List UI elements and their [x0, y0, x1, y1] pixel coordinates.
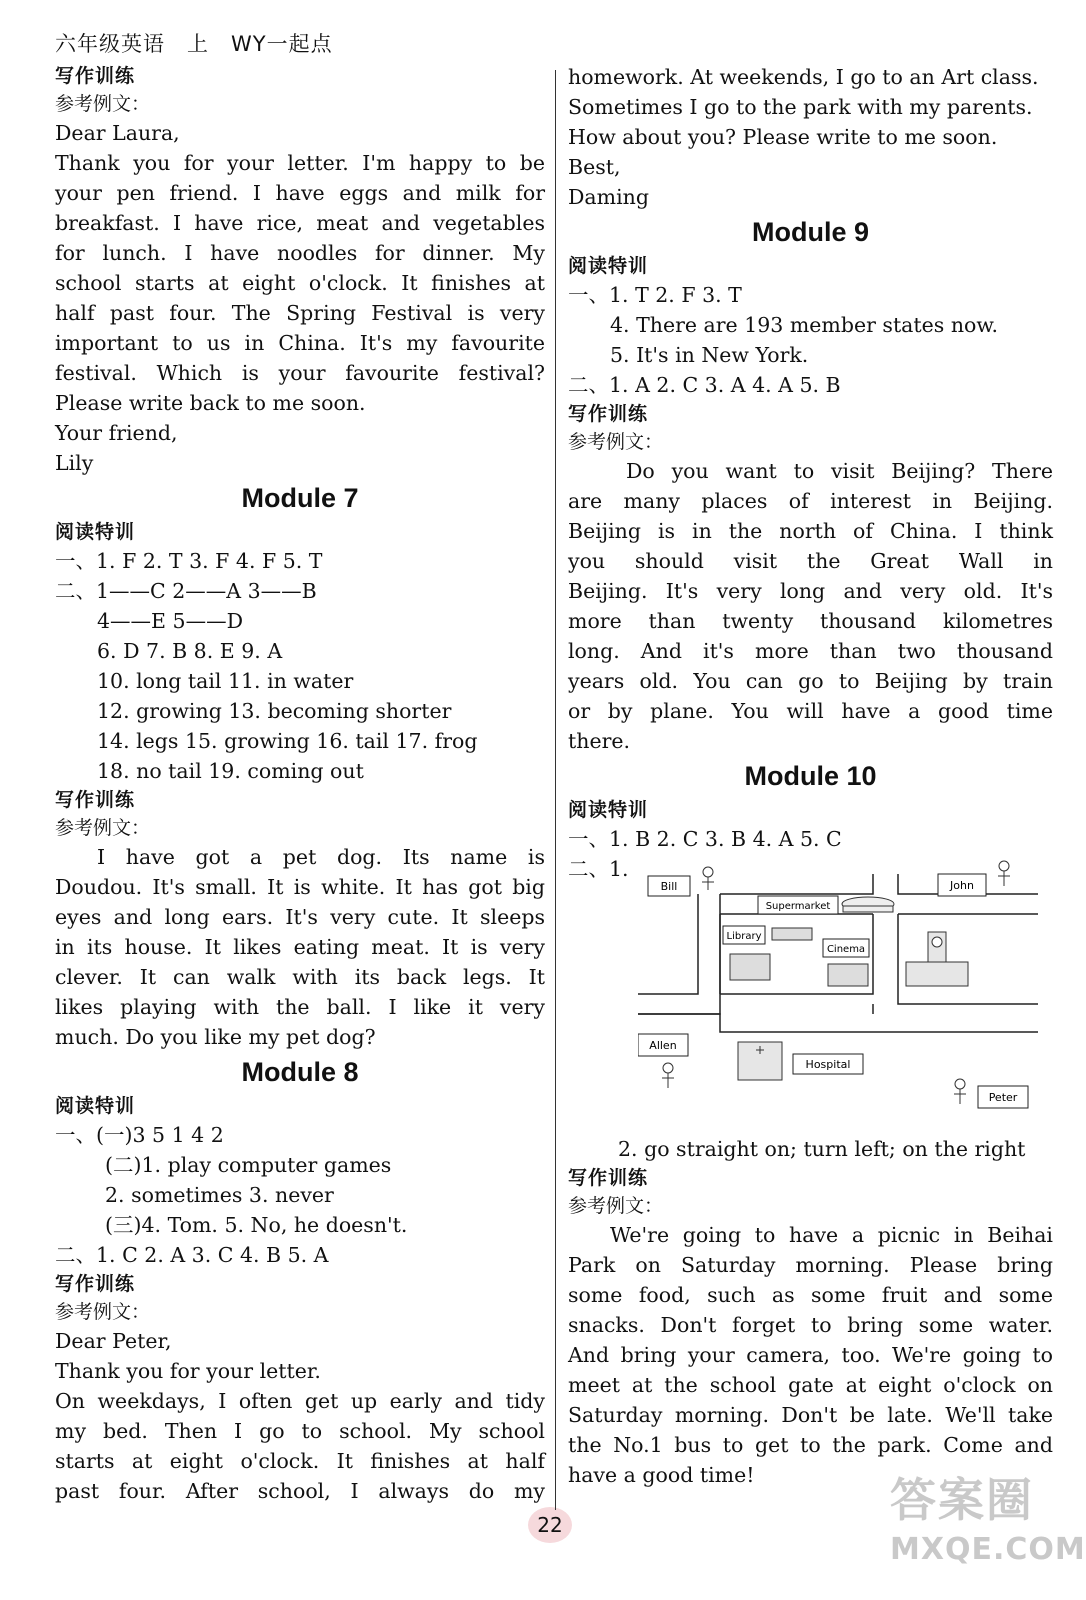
text-line: Thank you for your letter. I'm happy to be: [55, 151, 545, 175]
text-line: Lily: [55, 451, 94, 475]
watermark-line-1: 答案圈: [890, 1473, 1034, 1527]
text-line: Please write back to me soon.: [55, 391, 366, 415]
hospital-label: Hospital: [805, 1058, 851, 1071]
text-line: Thank you for your letter.: [55, 1359, 321, 1383]
m9-reading-heading: 阅读特训: [568, 255, 649, 277]
m9-essay: [568, 456, 1053, 756]
m6-sample-label: 参考例文：: [55, 93, 151, 115]
text-line: On weekdays, I often get up early and tidy: [55, 1389, 545, 1413]
text-line: Best,: [568, 155, 621, 179]
answer-line: 一、1. F 2. T 3. F 4. F 5. T: [55, 549, 323, 573]
text-line: clever. It can walk with its back legs. It: [55, 965, 545, 989]
module-9-title: Module 9: [751, 217, 869, 247]
m8-sample-label: 参考例文：: [55, 1301, 151, 1323]
text-line: Sometimes I go to the park with my parents.: [568, 95, 1033, 119]
answer-line: 5. It's in New York.: [610, 343, 809, 367]
text-line: more than twenty thousand kilometres: [568, 609, 1053, 633]
text-line: your pen friend. I have eggs and milk for: [55, 181, 545, 205]
watermark: [890, 1470, 1086, 1590]
hospital-building-icon: [738, 1042, 782, 1080]
text-line: Doudou. It's small. It is white. It has got big: [55, 875, 545, 899]
text-line: Dear Peter,: [55, 1329, 172, 1353]
text-line: my bed. Then I go to school. My school: [55, 1419, 545, 1443]
m8-writing-heading: 写作训练: [55, 1273, 136, 1295]
m7-answers: [55, 546, 545, 786]
text-line: starts at eight o'clock. It finishes at half: [55, 1449, 545, 1473]
m7-reading-heading: 阅读特训: [55, 521, 136, 543]
page-number: [520, 1505, 580, 1545]
text-line: Beijing is in the north of China. I think: [568, 519, 1053, 543]
answer-line: 18. no tail 19. coming out: [97, 759, 364, 783]
text-line: snacks. Don't forget to bring some water.: [568, 1313, 1053, 1337]
text-line: Beijing. It's very long and very old. It's: [568, 579, 1053, 603]
text-line: long. And it's more than two thousand: [568, 639, 1053, 663]
text-line: past four. After school, I always do my: [55, 1479, 545, 1503]
text-line: breakfast. I have rice, meat and vegetables: [55, 211, 545, 235]
text-line: likes playing with the ball. I like it very: [55, 995, 545, 1019]
m9-sample-label: 参考例文：: [568, 431, 664, 453]
page-number-text: 22: [537, 1513, 563, 1537]
text-line: We're going to have a picnic in Beihai: [610, 1223, 1053, 1247]
answer-line: 12. growing 13. becoming shorter: [97, 699, 452, 723]
text-line: And bring your camera, too. We're going to: [568, 1343, 1053, 1367]
m6-letter: [55, 118, 545, 478]
text-line: you should visit the Great Wall in: [568, 549, 1053, 573]
m8-letter: [55, 1326, 545, 1506]
answer-line: 一、1. B 2. C 3. B 4. A 5. C: [568, 827, 842, 851]
m9-writing-heading: 写作训练: [568, 403, 649, 425]
answer-line: 二、1. A 2. C 3. A 4. A 5. B: [568, 373, 841, 397]
answer-line: (二)1. play computer games: [105, 1153, 392, 1177]
answer-line: 一、(一)3 5 1 4 2: [55, 1123, 224, 1147]
john-person-icon: [998, 861, 1010, 886]
text-line: school starts at eight o'clock. It finishes at: [55, 271, 545, 295]
m10-essay: [568, 1220, 1053, 1490]
cinema-label: Cinema: [826, 944, 866, 955]
m10-sample-label: 参考例文：: [568, 1195, 664, 1217]
column-divider: [555, 70, 556, 1510]
m7-sample-label: 参考例文：: [55, 817, 151, 839]
library-label: Library: [726, 931, 762, 942]
text-line: eyes and long ears. It's very cute. It sleeps: [55, 905, 545, 929]
text-line: Your friend,: [55, 421, 178, 445]
text-line: there.: [568, 729, 631, 753]
m10-reading-heading: 阅读特训: [568, 799, 649, 821]
m6-writing-heading: 写作训练: [55, 65, 136, 87]
text-line: Dear Laura,: [55, 121, 180, 145]
supermarket-building-icon: [842, 897, 894, 912]
m8-reading-heading: 阅读特训: [55, 1095, 136, 1117]
answer-line: 2. sometimes 3. never: [105, 1183, 334, 1207]
m7-writing-heading: 写作训练: [55, 789, 136, 811]
map-question: [568, 854, 1053, 1134]
text-line: for lunch. I have noodles for dinner. My: [55, 241, 545, 265]
supermarket-label: Supermarket: [765, 901, 831, 912]
bill-label: Bill: [660, 880, 678, 893]
text-line: the No.1 bus to get to the park. Come and: [568, 1433, 1053, 1457]
text-line: meet at the school gate at eight o'clock on: [568, 1373, 1053, 1397]
answer-line: (三)4. Tom. 5. No, he doesn't.: [105, 1213, 408, 1237]
text-line: Daming: [568, 185, 649, 209]
m9-answers: [568, 280, 1053, 400]
module-7-title: Module 7: [241, 483, 359, 513]
text-line: Park on Saturday morning. Please bring: [568, 1253, 1053, 1277]
module-8-title: Module 8: [241, 1057, 359, 1087]
answer-line: 2. go straight on; turn left; on the right: [618, 1137, 1026, 1161]
text-line: Do you want to visit Beijing? There: [626, 459, 1053, 483]
map-question-label: 二、1.: [568, 857, 629, 881]
text-line: half past four. The Spring Festival is very: [55, 301, 545, 325]
bill-person-icon: [702, 867, 714, 890]
text-line: much. Do you like my pet dog?: [55, 1025, 376, 1049]
answer-line: 10. long tail 11. in water: [97, 669, 354, 693]
answer-line: 4. There are 193 member states now.: [610, 313, 998, 337]
answer-line: 6. D 7. B 8. E 9. A: [97, 639, 283, 663]
answer-line: 二、1——C 2——A 3——B: [55, 579, 317, 603]
text-line: I have got a pet dog. Its name is: [97, 845, 545, 869]
answer-line: 二、1. C 2. A 3. C 4. B 5. A: [55, 1243, 329, 1267]
text-line: some food, such as some fruit and some: [568, 1283, 1053, 1307]
allen-label: Allen: [649, 1039, 677, 1052]
text-line: are many places of interest in Beijing.: [568, 489, 1053, 513]
page-header: 六年级英语 上 WY一起点: [55, 32, 333, 56]
module-10-title: Module 10: [744, 761, 877, 791]
text-line: homework. At weekends, I go to an Art class.: [568, 65, 1039, 89]
text-line: years old. You can go to Beijing by train: [568, 669, 1053, 693]
m7-essay: [55, 842, 545, 1052]
text-line: in its house. It likes eating meat. It is very: [55, 935, 545, 959]
watermark-line-2: MXQE.COM: [890, 1532, 1086, 1567]
answer-line: 4——E 5——D: [97, 609, 244, 633]
text-line: Saturday morning. Don't be late. We'll take: [568, 1403, 1053, 1427]
peter-label: Peter: [988, 1091, 1018, 1104]
text-line: How about you? Please write to me soon.: [568, 125, 998, 149]
answer-line: 一、1. T 2. F 3. T: [568, 283, 742, 307]
right-column: [568, 62, 1053, 1490]
answer-line: 14. legs 15. growing 16. tail 17. frog: [97, 729, 478, 753]
cinema-building-icon: [828, 964, 868, 986]
m8-letter-continued: [568, 62, 1053, 212]
left-column: [55, 62, 545, 1506]
m8-answers: [55, 1120, 545, 1270]
text-line: or by plane. You will have a good time: [568, 699, 1053, 723]
text-line: festival. Which is your favourite festival?: [55, 361, 545, 385]
clock-tower-icon: [906, 932, 968, 986]
m10-writing-heading: 写作训练: [568, 1167, 649, 1189]
text-line: important to us in China. It's my favourite: [55, 331, 545, 355]
text-line: have a good time!: [568, 1463, 755, 1487]
john-label: John: [950, 879, 974, 892]
peter-person-icon: [954, 1079, 966, 1104]
street-map: [638, 854, 1038, 1134]
allen-person-icon: [662, 1063, 674, 1088]
